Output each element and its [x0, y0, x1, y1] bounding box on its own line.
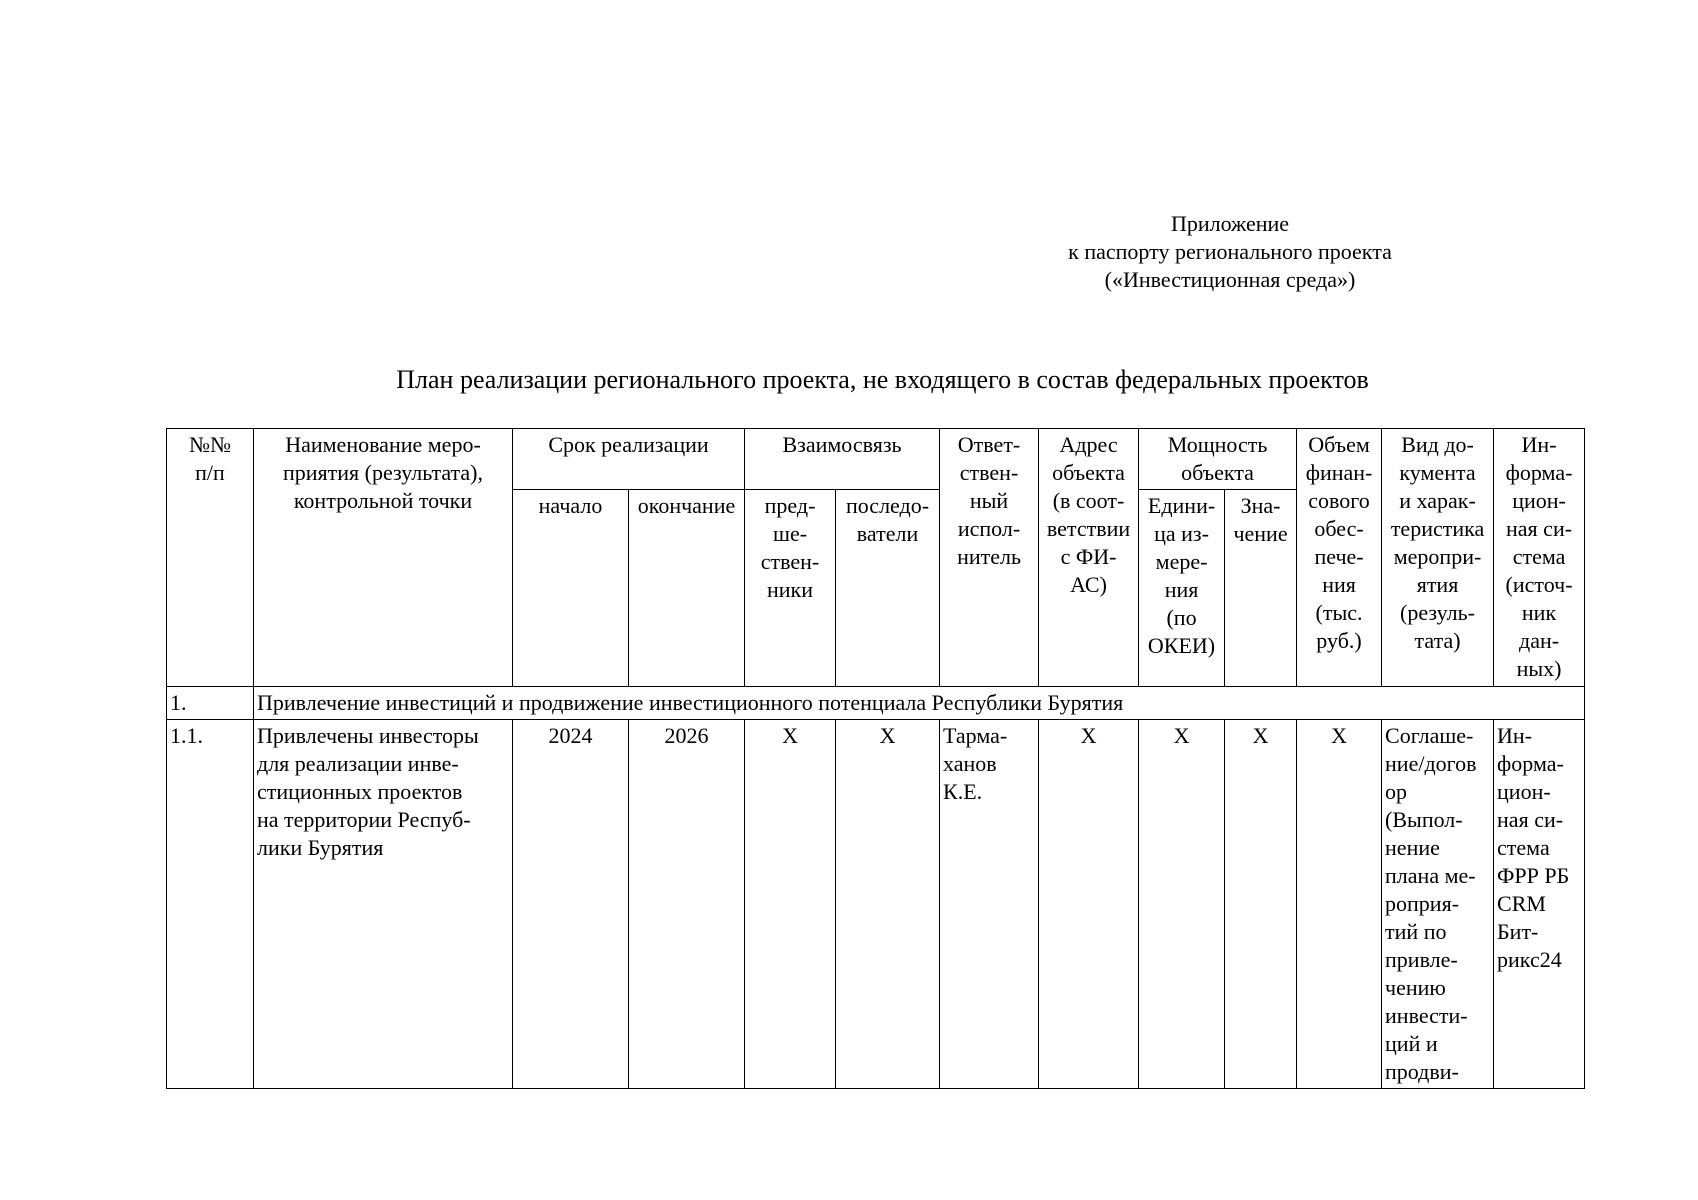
section-num: 1. [167, 687, 254, 720]
appendix-header [1000, 210, 1460, 294]
header-capacity-unit: Едини- ца из- мере- ния (по ОКЕИ) [1139, 490, 1225, 687]
header-successors: последо- ватели [836, 490, 940, 687]
header-predecessors: пред- ше- ствен- ники [745, 490, 836, 687]
implementation-plan-table [166, 428, 1585, 1089]
document-title: План реализации регионального проекта, не входящего в состав федеральных проектов [396, 365, 1369, 394]
row-successors: Х [836, 720, 940, 1089]
header-name: Наименование меро- приятия (результата), контрольной точки [254, 429, 513, 687]
header-funding: Объем финан- сового обес- пече- ния (тыс. руб.) [1297, 429, 1382, 687]
appendix-line-2: к паспорту регионального проекта [1068, 239, 1392, 264]
appendix-line-1: Приложение [1170, 211, 1290, 236]
row-doc-type: Соглаше- ние/догов ор (Выпол- нение плана ме- роприя- тий по привле- чению инвести- ций и продви- [1382, 720, 1494, 1089]
row-num: 1.1. [167, 720, 254, 1089]
table-row [167, 720, 1585, 1089]
header-doc-type: Вид до- кумента и харак- теристика меропри- ятия (резуль- тата) [1382, 429, 1494, 687]
header-term-start: начало [513, 490, 629, 687]
row-start: 2024 [513, 720, 629, 1089]
header-capacity: Мощность объекта [1139, 429, 1297, 490]
row-responsible: Тарма- ханов К.Е. [940, 720, 1039, 1089]
row-address: Х [1039, 720, 1139, 1089]
header-term: Срок реализации [513, 429, 745, 490]
row-capacity-value: Х [1225, 720, 1297, 1089]
appendix-line-3: («Инвестиционная среда») [1104, 267, 1356, 292]
table-header-row-1 [167, 429, 1585, 490]
row-capacity-unit: Х [1139, 720, 1225, 1089]
row-name: Привлечены инвесторы для реализации инве- стиционных проектов на территории Респуб- лики Бурятия [254, 720, 513, 1089]
row-funding: Х [1297, 720, 1382, 1089]
header-address: Адрес объекта (в соот- ветствии с ФИ- АС) [1039, 429, 1139, 687]
header-term-end: окончание [629, 490, 745, 687]
table-section-row [167, 687, 1585, 720]
header-info-system: Ин- форма- цион- ная си- стема (источ- ник дан- ных) [1494, 429, 1585, 687]
row-predecessors: Х [745, 720, 836, 1089]
row-info-system: Ин- форма- цион- ная си- стема ФРР РБ CRM Бит- рикс24 [1494, 720, 1585, 1089]
header-responsible: Ответ- ствен- ный испол- нитель [940, 429, 1039, 687]
row-end: 2026 [629, 720, 745, 1089]
section-title: Привлечение инвестиций и продвижение инвестиционного потенциала Республики Бурятия [254, 687, 1585, 720]
header-num: №№ п/п [167, 429, 254, 687]
header-relation: Взаимосвязь [745, 429, 940, 490]
header-capacity-value: Зна- чение [1225, 490, 1297, 687]
